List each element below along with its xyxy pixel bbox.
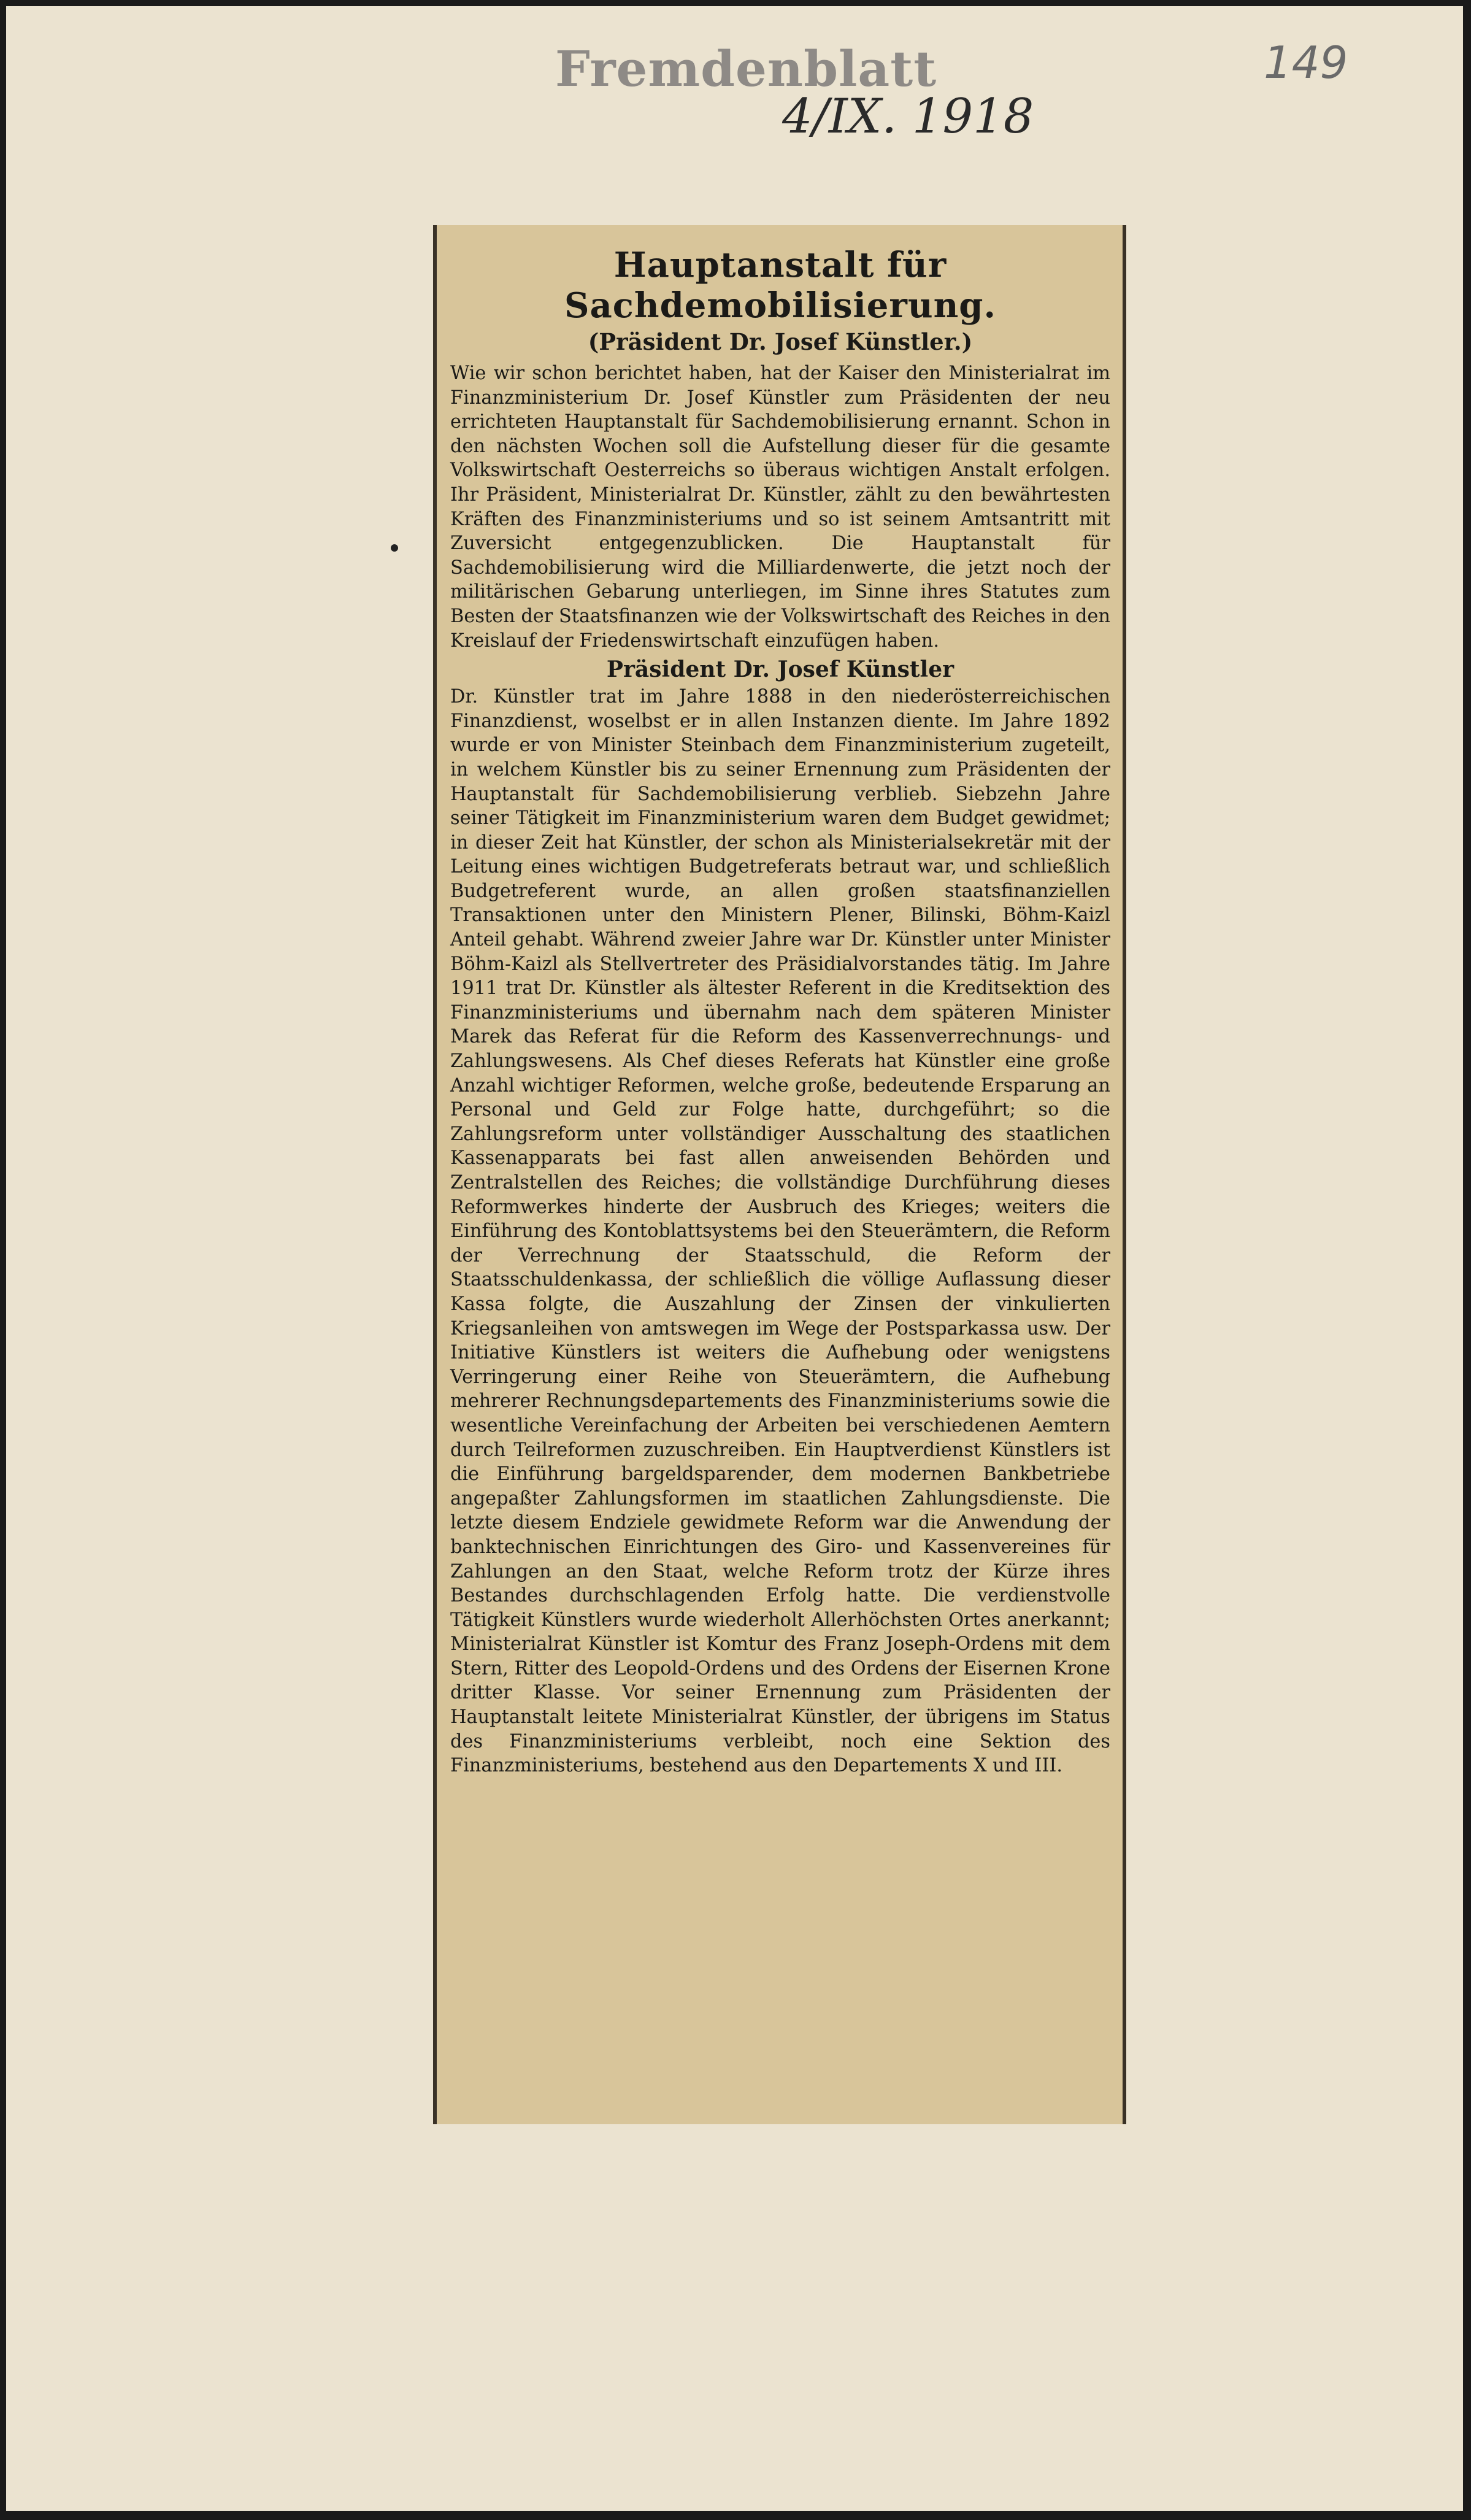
pin-hole — [391, 544, 398, 552]
article-headline: Hauptanstalt für Sachdemobilisierung. — [564, 245, 996, 326]
newspaper-stamp: Fremdenblatt — [555, 40, 937, 98]
newspaper-clipping — [433, 225, 1126, 2124]
archive-sheet — [6, 6, 1463, 2511]
article-intro: Wie wir schon berichtet haben, hat der Kaiser den Ministerialrat im Finanzministerium Dr. Josef Künstler zum Präsidenten der neu errichteten Hauptanstalt für Sachdemobilisierung ernannt. Schon in den nächsten Wochen soll die Aufstellung dieser für die gesamte Volkswirtschaft Oesterreichs so überaus wichtigen Anstalt erfolgen. Ihr Präsident, Ministerialrat Dr. Künstler, zählt zu den bewährtesten Kräften des Finanzministeriums und so ist seinem Amtsantritt mit Zuversicht entgegenzublicken. Die Hauptanstalt für Sachdemobilisierung wird die Milliardenwerte, die jetzt noch der militärischen Gebarung unterliegen, im Sinne ihres Statutes zum Besten der Staatsfinanzen wie der Volkswirtschaft des Reiches in den Kreislauf der Friedenswirtschaft einzufügen haben. — [450, 363, 1110, 652]
folio-number: 149 — [1264, 37, 1348, 88]
article-subtitle: (Präsident Dr. Josef Künstler.) — [588, 328, 973, 355]
article-body: Dr. Künstler trat im Jahre 1888 in den niederösterreichischen Finanzdienst, woselbst er in allen Instanzen diente. Im Jahre 1892 wurde er von Minister Steinbach dem Finanzministerium zugeteilt, in welchem Künstler bis zu seiner Ernennung zum Präsidenten der Hauptanstalt für Sachdemobilisierung verblieb. Siebzehn Jahre seiner Tätigkeit im Finanzministerium waren dem Budget gewidmet; in dieser Zeit hat Künstler, der schon als Ministerialsekretär mit der Leitung eines wichtigen Budgetreferats betraut war, und schließlich Budgetreferent wurde, an allen großen staatsfinanziellen Transaktionen unter den Ministern Plener, Bilinski, Böhm-Kaizl Anteil gehabt. Während zweier Jahre war Dr. Künstler unter Minister Böhm-Kaizl als Stellvertreter des Präsidialvorstandes tätig. Im Jahre 1911 trat Dr. Künstler als ältester Referent in die Kreditsektion des Finanzministeriums und übernahm nach dem späteren Minister Marek das Referat für die Reform des Kassenverrechnungs- und Zahlungswesens. Als Chef dieses Referats hat Künstler eine große Anzahl wichtiger Reformen, welche große, bedeutende Ersparung an Personal und Geld zur Folge hatte, durchgeführt; so die Zahlungsreform unter vollständiger Ausschaltung des staatlichen Kassenapparats bei fast allen anweisenden Behörden und Zentralstellen des Reiches; die vollständige Durchführung dieses Reformwerkes hinderte der Ausbruch des Krieges; weiters die Einführung des Kontoblattsystems bei den Steuerämtern, die Reform der Verrechnung der Staatsschuld, die Reform der Staatsschuldenkassa, der schließlich die völlige Auflassung dieser Kassa folgte, die Auszahlung der Zinsen der vinkulierten Kriegsanleihen von amtswegen im Wege der Postsparkassa usw. Der Initiative Künstlers ist weiters die Aufhebung oder wenigstens Verringerung einer Reihe von Steuerämtern, die Aufhebung mehrerer Rechnungsdepartements des Finanzministeriums sowie die wesentliche Vereinfachung der Arbeiten bei verschiedenen Aemtern durch Teilreformen zuzuschreiben. Ein Hauptverdienst Künstlers ist die Einführung bargeldsparender, dem modernen Bankbetriebe angepaßter Zahlungsformen im staatlichen Zahlungsdienste. Die letzte diesem Endziele gewidmete Reform war die Anwendung der banktechnischen Einrichtungen des Giro- und Kassenvereines für Zahlungen an den Staat, welche Reform trotz der Kürze ihres Bestandes durchschlagenden Erfolg hatte. Die verdienstvolle Tätigkeit Künstlers wurde wiederholt Allerhöchsten Ortes anerkannt; Ministerialrat Künstler ist Komtur des Franz Joseph-Ordens mit dem Stern, Ritter des Leopold-Ordens und des Ordens der Eisernen Krone dritter Klasse. Vor seiner Ernennung zum Präsidenten der Hauptanstalt leitete Ministerialrat Künstler, der übrigens im Status des Finanzministeriums verbleibt, noch eine Sektion des Finanzministeriums, bestehend aus den Departements X und III. — [450, 686, 1110, 1777]
handwritten-date: 4/IX. 1918 — [782, 89, 1034, 144]
section-heading: Präsident Dr. Josef Künstler — [606, 657, 954, 683]
